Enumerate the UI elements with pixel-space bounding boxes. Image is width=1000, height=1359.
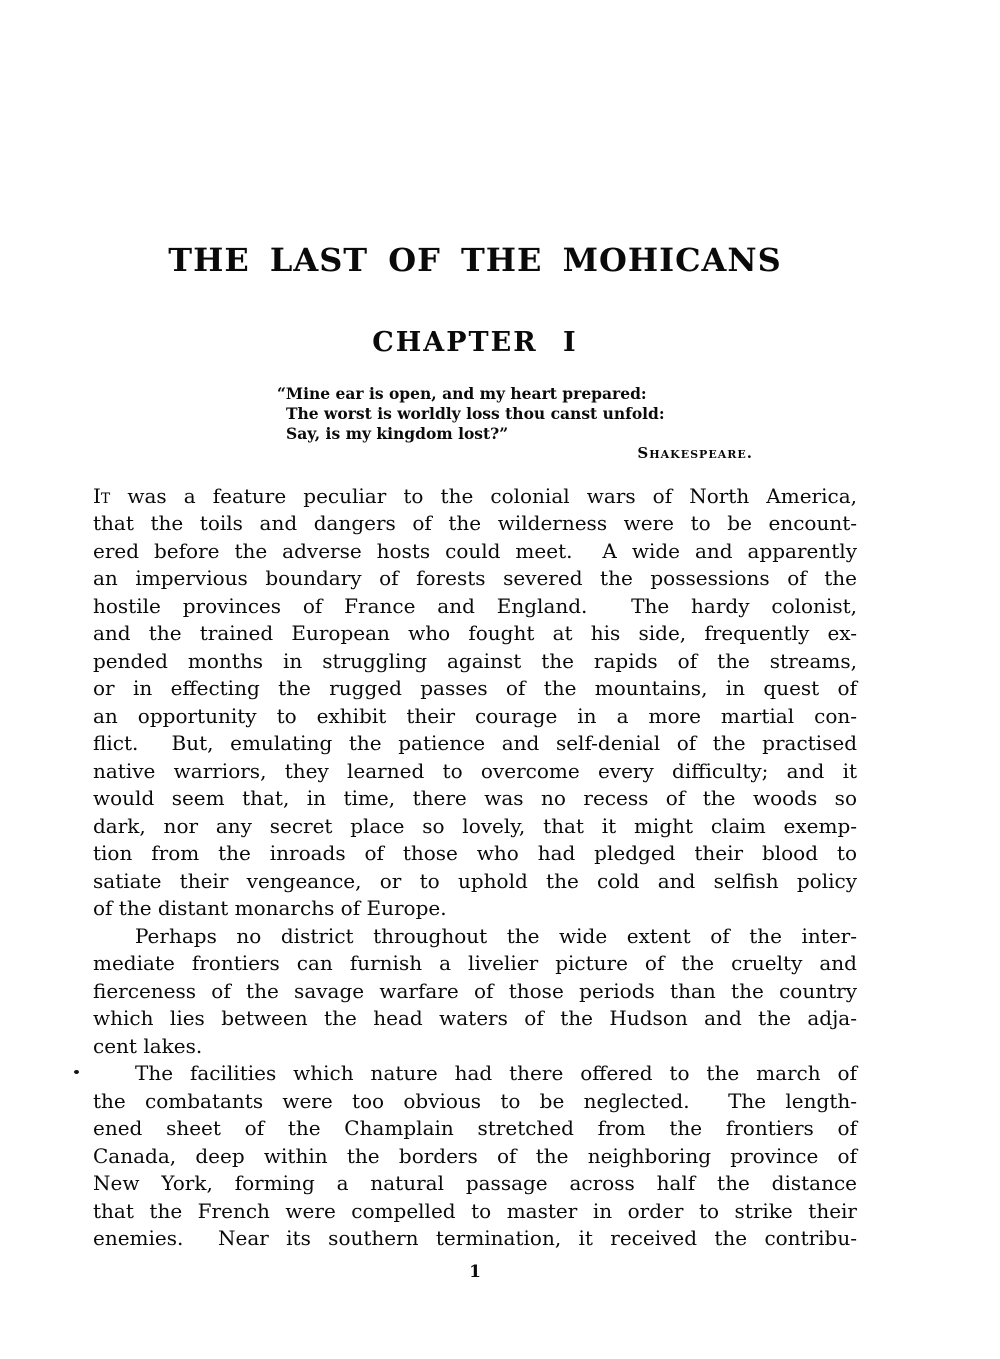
text-line: of the distant monarchs of Europe. [93,896,447,921]
scan-artifact-dot [74,1070,79,1074]
paragraph [93,1060,857,1253]
text-line: an opportunity to exhibit their courage in a more martial con- [93,703,857,728]
text-line: the combatants were too obvious to be neglected. The length- [93,1088,857,1113]
text-line: Canada, deep within the borders of the neighboring province of [93,1143,857,1168]
text-line: Perhaps no district throughout the wide extent of the inter- [135,923,857,948]
text-line: The facilities which nature had there offered to the march of [135,1061,857,1086]
text-line: which lies between the head waters of the Hudson and the adja- [93,1006,857,1031]
epigraph-line: The worst is worldly loss thou canst unfold: [286,403,665,423]
text-line: ered before the adverse hosts could meet. A wide and apparently [93,538,857,563]
epigraph-line: “Mine ear is open, and my heart prepared: [277,383,647,403]
text-line: dark, nor any secret place so lovely, that it might claim exemp- [93,813,857,838]
epigraph-attribution: Shakespeare. [637,443,753,462]
text-line: that the toils and dangers of the wilderness were to be encount- [93,511,857,536]
text-line: satiate their vengeance, or to uphold the cold and selfish policy [93,868,857,893]
text-line: an impervious boundary of forests severed the possessions of the [93,566,857,591]
text-line: enemies. Near its southern termination, it received the contribu- [93,1226,857,1251]
text-line: that the French were compelled to master in order to strike their [93,1198,857,1223]
chapter-heading: CHAPTER I [372,327,578,359]
text-line: fierceness of the savage warfare of those periods than the country [93,978,857,1003]
text-line: mediate frontiers can furnish a livelier picture of the cruelty and [93,951,857,976]
book-title: THE LAST OF THE MOHICANS [168,241,782,279]
text-line: New York, forming a natural passage across half the distance [93,1171,857,1196]
text-line: native warriors, they learned to overcome every difficulty; and it [93,758,857,783]
paragraph [93,483,857,923]
paragraph [93,923,857,1061]
text-line: ened sheet of the Champlain stretched from the frontiers of [93,1116,857,1141]
text-line: It was a feature peculiar to the colonial wars of North America, [93,483,857,508]
text-line: or in effecting the rugged passes of the mountains, in quest of [93,676,857,701]
epigraph [277,384,753,463]
body-text [93,483,857,1253]
page-number: 1 [469,1261,481,1282]
text-line: cent lakes. [93,1033,203,1058]
text-line: would seem that, in time, there was no recess of the woods so [93,786,857,811]
page-content [93,0,857,1282]
lead-word-small-caps: It [93,483,111,508]
text-line: hostile provinces of France and England. The hardy colonist, [93,593,857,618]
text-line: flict. But, emulating the patience and self-denial of the practised [93,731,857,756]
text-line: pended months in struggling against the rapids of the streams, [93,648,857,673]
epigraph-line: Say, is my kingdom lost?” [286,423,509,443]
text-line: and the trained European who fought at his side, frequently ex- [93,621,857,646]
text-line: tion from the inroads of those who had pledged their blood to [93,841,857,866]
